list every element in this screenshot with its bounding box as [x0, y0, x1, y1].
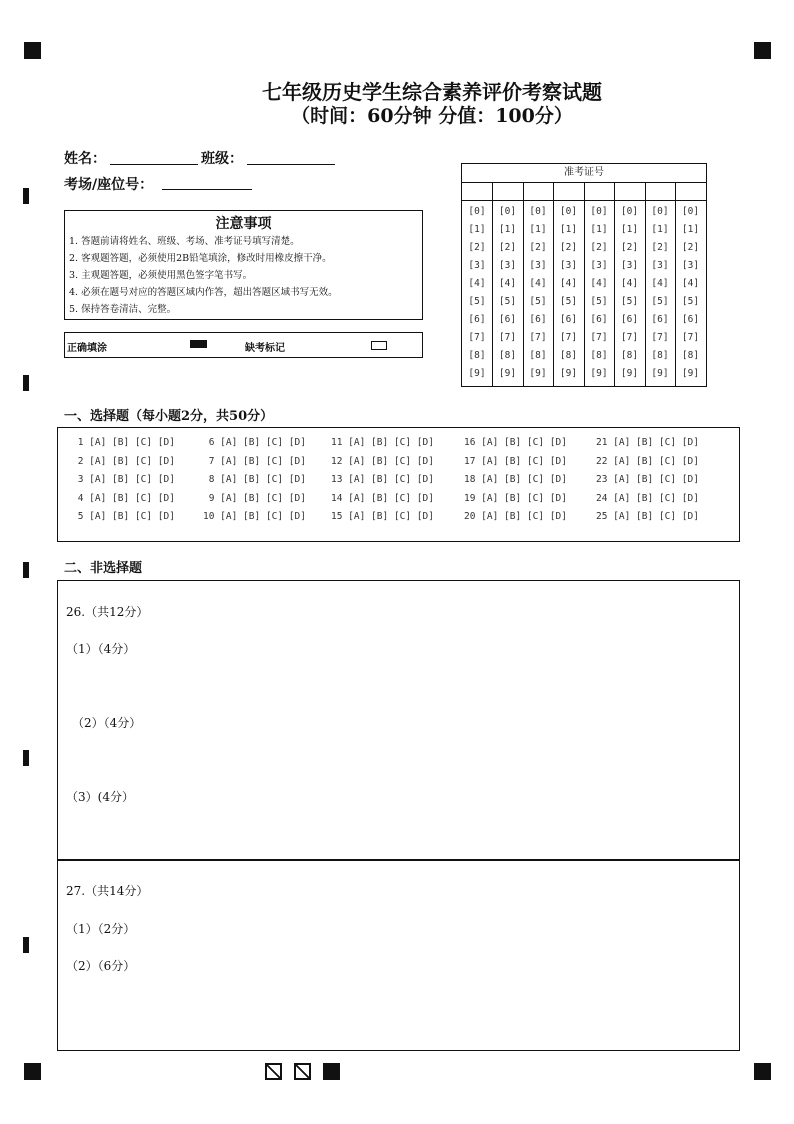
- correct-fill-sample: [190, 340, 207, 348]
- admission-digit-bubble[interactable]: [6]: [681, 314, 700, 325]
- choice-question-row[interactable]: 22 [A] [B] [C] [D]: [596, 455, 699, 467]
- seat-label: 考场/座位号：: [64, 177, 154, 193]
- section-2-title: 二、非选择题: [64, 561, 143, 576]
- q27-part-2: （2）（6分）: [66, 959, 136, 973]
- admission-digit-column: [523, 182, 554, 386]
- admission-digit-bubble[interactable]: [5]: [620, 296, 639, 307]
- admission-digit-write-cell[interactable]: [615, 182, 645, 201]
- admission-digit-bubble[interactable]: [6]: [651, 314, 669, 325]
- timing-mark: [23, 562, 29, 578]
- answer-area-q26[interactable]: [57, 580, 740, 861]
- timing-mark: [23, 188, 29, 204]
- choice-question-row[interactable]: 10 [A] [B] [C] [D]: [203, 511, 306, 523]
- admission-digit-bubble[interactable]: [4]: [681, 278, 700, 289]
- notice-item: 3. 主观题答题，必须使用黑色签字笔书写。: [69, 270, 253, 281]
- admission-digit-bubble[interactable]: [6]: [620, 314, 639, 325]
- admission-digit-bubble[interactable]: [0]: [651, 206, 669, 217]
- choice-question-row[interactable]: 25 [A] [B] [C] [D]: [596, 511, 699, 523]
- admission-digit-bubble[interactable]: [0]: [559, 206, 578, 217]
- admission-digit-bubble[interactable]: [7]: [498, 332, 517, 343]
- notice-box: [64, 210, 423, 320]
- admission-digit-bubble[interactable]: [3]: [559, 260, 578, 271]
- admission-digit-bubble[interactable]: [3]: [651, 260, 669, 271]
- choice-question-row[interactable]: 7 [A] [B] [C] [D]: [203, 455, 306, 467]
- choice-question-row[interactable]: 8 [A] [B] [C] [D]: [203, 474, 306, 486]
- timing-mark: [23, 750, 29, 766]
- seat-field[interactable]: [162, 189, 252, 190]
- admission-digit-bubble[interactable]: [0]: [498, 206, 517, 217]
- choice-question-row[interactable]: 4 [A] [B] [C] [D]: [72, 492, 175, 504]
- admission-digit-write-cell[interactable]: [584, 182, 614, 201]
- admission-digit-bubble[interactable]: [3]: [468, 260, 486, 271]
- admission-digit-bubble[interactable]: [9]: [498, 368, 517, 379]
- choice-question-row[interactable]: 1 [A] [B] [C] [D]: [72, 437, 175, 448]
- section-1-title: 一、选择题（每小题2分，共50分）: [64, 409, 274, 424]
- admission-digit-bubble[interactable]: [5]: [468, 296, 486, 307]
- admission-digit-bubble[interactable]: [9]: [529, 368, 547, 379]
- admission-digit-bubble[interactable]: [6]: [498, 314, 517, 325]
- admission-digit-write-cell[interactable]: [462, 182, 492, 201]
- admission-digit-bubble[interactable]: [8]: [681, 350, 700, 361]
- admission-digit-bubble[interactable]: [5]: [681, 296, 700, 307]
- admission-digit-bubble[interactable]: [6]: [468, 314, 486, 325]
- choice-question-row[interactable]: 15 [A] [B] [C] [D]: [331, 511, 434, 523]
- absent-mark-checkbox[interactable]: [371, 341, 387, 350]
- notice-item: 2. 客观题答题，必须使用2B铅笔填涂，修改时用橡皮擦干净。: [69, 253, 332, 264]
- name-label: 姓名：: [64, 151, 106, 167]
- registration-mark-top-left: [24, 42, 41, 59]
- admission-digit-bubble[interactable]: [5]: [529, 296, 547, 307]
- admission-digit-column: [493, 182, 524, 386]
- admission-digit-bubble[interactable]: [4]: [498, 278, 517, 289]
- registration-mark-bottom-left: [24, 1063, 41, 1080]
- admission-digit-bubble[interactable]: [2]: [529, 242, 547, 253]
- admission-digit-bubble[interactable]: [7]: [468, 332, 486, 343]
- choice-question-row[interactable]: 24 [A] [B] [C] [D]: [596, 492, 699, 504]
- choice-question-row[interactable]: 3 [A] [B] [C] [D]: [72, 474, 175, 486]
- admission-digit-bubble[interactable]: [8]: [529, 350, 547, 361]
- admission-digit-bubble[interactable]: [8]: [559, 350, 578, 361]
- admission-digit-column: [462, 182, 493, 386]
- admission-digit-write-cell[interactable]: [554, 182, 584, 201]
- admission-digit-bubble[interactable]: [4]: [620, 278, 639, 289]
- choice-question-row[interactable]: 12 [A] [B] [C] [D]: [331, 455, 434, 467]
- admission-digit-bubble[interactable]: [1]: [590, 224, 608, 235]
- admission-digit-bubble[interactable]: [1]: [529, 224, 547, 235]
- admission-digit-bubble[interactable]: [4]: [651, 278, 669, 289]
- notice-item: 1. 答题前请将姓名、班级、考场、准考证号填写清楚。: [69, 236, 300, 247]
- admission-digit-bubble[interactable]: [2]: [559, 242, 578, 253]
- admission-digit-bubble[interactable]: [5]: [651, 296, 669, 307]
- admission-digit-bubble[interactable]: [2]: [498, 242, 517, 253]
- page-marker-hatched: [294, 1063, 311, 1080]
- q27-heading: 27.（共14分）: [66, 884, 149, 898]
- admission-digit-bubble[interactable]: [4]: [559, 278, 578, 289]
- admission-digit-bubble[interactable]: [7]: [651, 332, 669, 343]
- timing-mark: [23, 937, 29, 953]
- admission-number-title: 准考证号: [462, 164, 706, 183]
- admission-digit-bubble[interactable]: [0]: [590, 206, 608, 217]
- admission-digit-bubble[interactable]: [0]: [468, 206, 486, 217]
- admission-digit-write-cell[interactable]: [523, 182, 553, 201]
- admission-digit-bubble[interactable]: [4]: [468, 278, 486, 289]
- admission-digit-bubble[interactable]: [9]: [468, 368, 486, 379]
- admission-digit-bubble[interactable]: [9]: [559, 368, 578, 379]
- notice-title: 注意事项: [215, 216, 272, 232]
- admission-digit-bubble[interactable]: [7]: [681, 332, 700, 343]
- class-label: 班级：: [201, 151, 243, 167]
- admission-digit-bubble[interactable]: [9]: [590, 368, 608, 379]
- multiple-choice-box: [57, 427, 740, 542]
- admission-digit-bubble[interactable]: [2]: [620, 242, 639, 253]
- q26-heading: 26.（共12分）: [66, 605, 149, 619]
- q26-part-1: （1）（4分）: [66, 642, 136, 656]
- admission-digit-bubble[interactable]: [5]: [590, 296, 608, 307]
- class-field[interactable]: [247, 164, 335, 165]
- choice-question-row[interactable]: 21 [A] [B] [C] [D]: [596, 437, 699, 448]
- name-field[interactable]: [110, 164, 198, 165]
- registration-mark-bottom-right: [754, 1063, 771, 1080]
- admission-digit-bubble[interactable]: [9]: [681, 368, 700, 379]
- choice-question-row[interactable]: 5 [A] [B] [C] [D]: [72, 511, 175, 523]
- page-marker-solid: [323, 1063, 340, 1080]
- admission-number-grid: [461, 163, 707, 387]
- answer-area-q27[interactable]: [57, 859, 740, 1051]
- admission-digit-bubble[interactable]: [5]: [498, 296, 517, 307]
- q26-part-2: （2）（4分）: [72, 716, 142, 730]
- admission-digit-bubble[interactable]: [0]: [681, 206, 700, 217]
- admission-digit-bubble[interactable]: [8]: [468, 350, 486, 361]
- notice-item: 5. 保持答卷清洁、完整。: [69, 304, 177, 315]
- choice-question-row[interactable]: 14 [A] [B] [C] [D]: [331, 492, 434, 504]
- admission-digit-bubble[interactable]: [2]: [651, 242, 669, 253]
- admission-digit-bubble[interactable]: [2]: [468, 242, 486, 253]
- admission-digit-bubble[interactable]: [9]: [651, 368, 669, 379]
- choice-question-row[interactable]: 17 [A] [B] [C] [D]: [464, 455, 567, 467]
- registration-mark-top-right: [754, 42, 771, 59]
- choice-question-row[interactable]: 20 [A] [B] [C] [D]: [464, 511, 567, 523]
- admission-digit-bubble[interactable]: [4]: [590, 278, 608, 289]
- choice-question-row[interactable]: 13 [A] [B] [C] [D]: [331, 474, 434, 486]
- admission-digit-column: [554, 182, 585, 386]
- admission-digit-bubble[interactable]: [6]: [529, 314, 547, 325]
- admission-digit-column: [645, 182, 676, 386]
- admission-digit-bubble[interactable]: [1]: [498, 224, 517, 235]
- admission-digit-column: [584, 182, 615, 386]
- admission-digit-bubble[interactable]: [5]: [559, 296, 578, 307]
- admission-digit-bubble[interactable]: [3]: [590, 260, 608, 271]
- timing-mark: [23, 375, 29, 391]
- admission-digit-bubble[interactable]: [8]: [590, 350, 608, 361]
- fill-example-box: [64, 332, 423, 358]
- admission-digit-bubble[interactable]: [6]: [559, 314, 578, 325]
- choice-question-row[interactable]: 9 [A] [B] [C] [D]: [203, 492, 306, 504]
- admission-digit-bubble[interactable]: [8]: [620, 350, 639, 361]
- admission-digit-bubble[interactable]: [2]: [590, 242, 608, 253]
- admission-digit-bubble[interactable]: [8]: [651, 350, 669, 361]
- admission-digit-write-cell[interactable]: [493, 182, 523, 201]
- admission-digit-bubble[interactable]: [3]: [681, 260, 700, 271]
- admission-digit-bubble[interactable]: [0]: [529, 206, 547, 217]
- choice-question-row[interactable]: 16 [A] [B] [C] [D]: [464, 437, 567, 448]
- admission-digit-bubble[interactable]: [6]: [590, 314, 608, 325]
- admission-digit-bubble[interactable]: [1]: [620, 224, 639, 235]
- admission-digit-write-cell[interactable]: [676, 182, 706, 201]
- admission-digit-bubble[interactable]: [9]: [620, 368, 639, 379]
- exam-title: 七年级历史学生综合素养评价考察试题: [262, 80, 602, 104]
- q26-part-3: （3）(4分）: [66, 790, 134, 804]
- admission-digit-bubble[interactable]: [3]: [498, 260, 517, 271]
- admission-digit-bubble[interactable]: [0]: [620, 206, 639, 217]
- page-marker-hatched: [265, 1063, 282, 1080]
- exam-subtitle: （时间：60分钟 分值：100分）: [291, 105, 573, 127]
- correct-fill-label: 正确填涂: [67, 343, 107, 354]
- choice-question-row[interactable]: 2 [A] [B] [C] [D]: [72, 455, 175, 467]
- admission-digit-column: [615, 182, 646, 386]
- admission-digit-bubble[interactable]: [4]: [529, 278, 547, 289]
- admission-digit-bubble[interactable]: [7]: [529, 332, 547, 343]
- admission-digit-bubble[interactable]: [1]: [651, 224, 669, 235]
- admission-digit-bubble[interactable]: [1]: [468, 224, 486, 235]
- admission-digit-write-cell[interactable]: [645, 182, 675, 201]
- admission-digit-bubble[interactable]: [7]: [590, 332, 608, 343]
- admission-digit-bubble[interactable]: [7]: [620, 332, 639, 343]
- choice-question-row[interactable]: 6 [A] [B] [C] [D]: [203, 437, 306, 448]
- absent-mark-label: 缺考标记: [245, 343, 285, 354]
- admission-digit-bubble[interactable]: [1]: [681, 224, 700, 235]
- admission-digit-bubble[interactable]: [2]: [681, 242, 700, 253]
- choice-question-row[interactable]: 19 [A] [B] [C] [D]: [464, 492, 567, 504]
- admission-digit-bubble[interactable]: [7]: [559, 332, 578, 343]
- choice-question-row[interactable]: 23 [A] [B] [C] [D]: [596, 474, 699, 486]
- choice-question-row[interactable]: 11 [A] [B] [C] [D]: [331, 437, 434, 448]
- admission-digit-bubble[interactable]: [3]: [529, 260, 547, 271]
- admission-digit-bubble[interactable]: [8]: [498, 350, 517, 361]
- choice-question-row[interactable]: 18 [A] [B] [C] [D]: [464, 474, 567, 486]
- q27-part-1: （1）（2分）: [66, 922, 136, 936]
- admission-digit-bubble[interactable]: [1]: [559, 224, 578, 235]
- admission-digit-column: [676, 182, 706, 386]
- notice-item: 4. 必须在题号对应的答题区域内作答，超出答题区域书写无效。: [69, 287, 338, 298]
- admission-digit-bubble[interactable]: [3]: [620, 260, 639, 271]
